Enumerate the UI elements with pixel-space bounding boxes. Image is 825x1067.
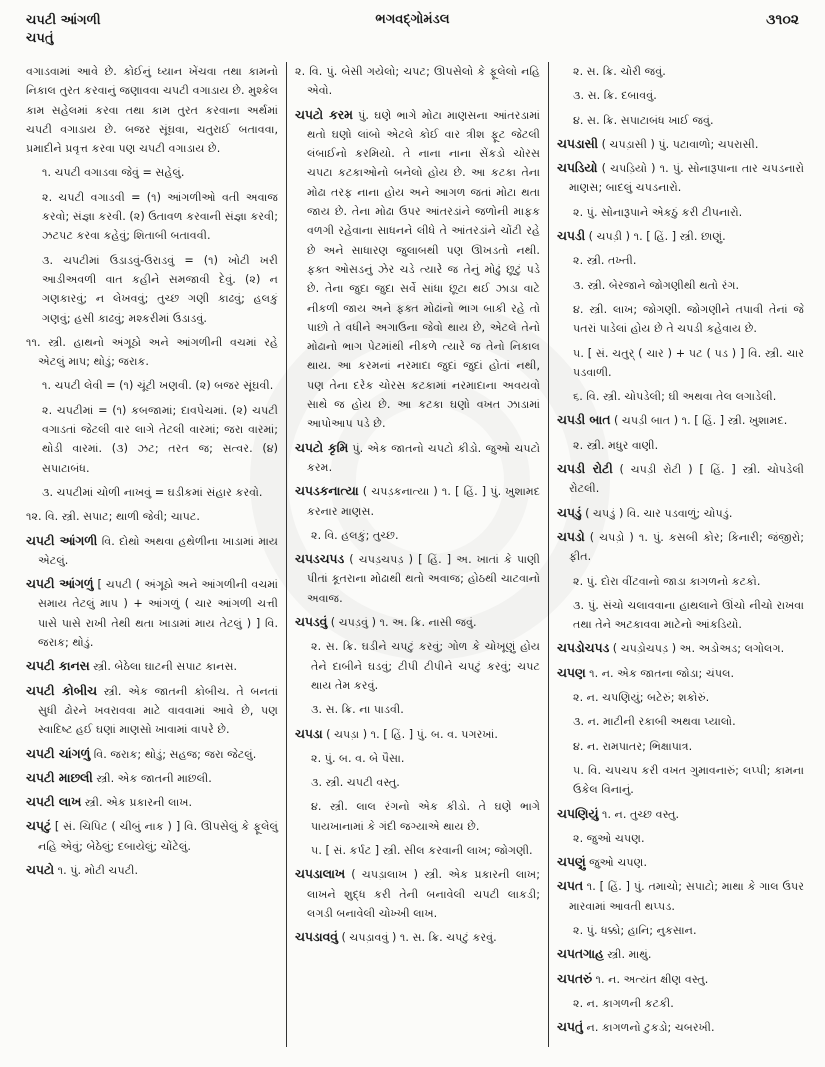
entry-definition: ( ચપડ઼ચપડ઼ ) [ હિં. ] અ. ખાતાં કે પાણી પીતાં કૂતરાના મોઢાથી થતો અવાજ; હોઠથી ચાટવાનો અવાજ.: [307, 553, 540, 605]
dictionary-entry: [295, 865, 540, 923]
entry-definition: ૪. ન. રામપાતર; ભિક્ષાપાત્ર.: [573, 739, 693, 753]
entry-sense: [557, 86, 804, 105]
entry-sense: [557, 251, 804, 270]
entry-definition: ( ચપડ઼ું ) વિ. ચાર પડવાળું; ચોપડું.: [581, 506, 733, 520]
entry-headword: ચપડી બાત: [557, 413, 611, 428]
entry-sense: [295, 62, 540, 101]
dictionary-entry: [295, 482, 540, 521]
entry-headword: ચપટી કાનસ: [26, 659, 90, 674]
entry-definition: ૨. પું. દોરા વીંટવાનો જાડા કાગળનો કટકો.: [573, 574, 761, 588]
entry-sense: [295, 749, 540, 768]
entry-sense: [557, 572, 804, 591]
entry-sense: [557, 111, 804, 130]
entry-sense: [26, 333, 278, 372]
entry-headword: ચપટી લાખ: [26, 795, 82, 810]
entry-headword: ચપતગાહ: [557, 947, 604, 962]
entry-headword: ચપટી માછલી: [26, 770, 93, 785]
entry-headword: ચપડવું: [295, 615, 328, 630]
entry-definition: ( ચપડ઼વું ) ૧. અ. ક્રિ. નાસી જવું.: [327, 616, 477, 630]
entry-headword: ચપડકનાત્યા: [295, 484, 359, 499]
entry-definition: ૨. સ. ક્રિ. ઘડીને ચપટું કરવું; ગોળ કે ચોખૂણું હોય તેને દાબીને ઘડવું; ટીપી ટીપીને ચપટું કરવું; ચપટ થાય તેમ કરવું.: [311, 640, 540, 692]
entry-definition: ૧૨. વિ. સ્ત્રી. સપાટ; થાળી જેવી; ચાપટ.: [26, 510, 200, 524]
entry-definition: ૨. સ. ક્રિ. ચોરી જવું.: [573, 65, 666, 78]
dictionary-entry: [26, 657, 278, 676]
entry-definition: ૩. સ્ત્રી. ચપટી વસ્તુ.: [311, 776, 400, 790]
entry-headword: ચપડું: [557, 505, 582, 520]
dictionary-entry: [557, 970, 804, 989]
entry-definition: ( ચપડ઼કનાત્યા ) ૧. [ હિં. ] પું. ખુશામદ કરનાર માણસ.: [307, 485, 540, 518]
entry-sense: [295, 797, 540, 836]
entry-definition: ૧. ચપટી લેવી = (૧) ચૂંટી ખણવી. (૨) બજર સૂંઘવી.: [42, 379, 274, 393]
dictionary-entry: [557, 504, 804, 523]
entry-definition: ૫. [ સં. ચતુર્ ( ચાર ) + પટ ( પડ ) ] વિ. સ્ત્રી. ચાર પડવાળી.: [573, 346, 804, 379]
column-1: [26, 62, 286, 1047]
entry-definition: [ ચપટી ( અંગૂઠો અને આંગળીની વચમાં સમાય તેટલું માપ ) + આંગળું ( ચાર આંગળી ચત્તી પાસે પાસે રાખી તેથી થતા ખાડામાં માય તેટલું ) ] વિ. જરાક; થોડું.: [38, 578, 278, 650]
entry-definition: સ્ત્રી. એક જાતની માછલી.: [92, 771, 212, 785]
entry-sense: [557, 761, 804, 800]
dictionary-entry: [557, 135, 804, 154]
guide-word-last: ચપતું: [26, 31, 54, 46]
entry-definition: ૩. સ. ક્રિ. દબાવવું.: [573, 89, 657, 103]
dictionary-entry: [295, 725, 540, 744]
entry-sense: [26, 163, 278, 182]
dictionary-entry: [557, 1018, 804, 1037]
entry-definition: ૨. ન. ચપણિયું; બટેરું; શકોરું.: [573, 691, 710, 705]
entry-definition: ૨. ચપટીમાં = (૧) કબજામાં; દાવપેચમાં. (૨) ચપટી વગાડતાં જેટલી વાર લાગે તેટલી વારમાં; જરા વારમાં; થોડી વારમાં. (૩) ઝટ; તરત જ; સત્વર. (૪) સપાટાબંધ.: [42, 403, 278, 475]
entry-definition: વિ. જરાક; થોડું; સહજ; જરા જેટલું.: [90, 747, 257, 761]
dictionary-entry: [26, 575, 278, 652]
entry-headword: ચપડાવવું: [295, 930, 338, 945]
entry-sense: [557, 688, 804, 707]
entry-definition: ૪. સ્ત્રી. લાલ રંગનો એક કીડો. તે ઘણે ભાગે પાયખાનામાં કે ગંદી જગ્યાએ થાય છે.: [311, 800, 540, 833]
entry-definition: સ્ત્રી. એક પ્રકારની લાખ.: [81, 796, 193, 810]
dictionary-entry: [26, 769, 278, 788]
guide-word-first: ચપટી આંગળી: [26, 13, 101, 28]
dictionary-entry: [295, 439, 540, 478]
dictionary-entry: [295, 106, 540, 434]
entry-definition: ૧. ન. એક જાતના જોડા; ચંપલ.: [585, 666, 735, 680]
entry-sense: [295, 700, 540, 719]
entry-definition: ૧. ન. તુચ્છ વસ્તુ.: [598, 807, 680, 821]
entry-definition: ૪. સ્ત્રી. લાખ; જોગણી. જોગણીને તપાવી તેનાં જે પતરાં પાડેલાં હોય છે તે ચપડી કહેવાય છે.: [573, 302, 804, 336]
entry-sense: [557, 712, 804, 731]
dictionary-entry: [557, 159, 804, 198]
entry-headword: ચપણિયું: [557, 806, 599, 821]
column-2: [286, 62, 548, 1047]
entry-definition: ૪. સ. ક્રિ. સપાટાબંધ ખાઈ જવું.: [573, 113, 714, 127]
entry-sense: [26, 188, 278, 246]
entry-headword: ચપટો કરમ: [295, 107, 353, 122]
entry-headword: ચપડાસી: [557, 136, 599, 151]
entry-headword: ચપડાલાખ: [295, 867, 345, 882]
entry-definition: વિ. દોથો અથવા હથેળીના ખાડામાં માય એટલું.: [38, 534, 278, 567]
entry-sense: [26, 62, 278, 158]
entry-definition: ( ચપડ઼ાલાખ ) સ્ત્રી. એક પ્રકારની લાખ; લાખને શુદ્ધ કરી તેની બનાવેલી ચપટી લાકડી; લગડી બનાવેલી ચોખ્ખી લાખ.: [307, 868, 540, 920]
entry-headword: ચપડી રોટી: [557, 462, 613, 477]
entry-definition: [ સં. ચિપિટ ( ચીબું નાક ) ] વિ. ઊપસેલું કે ફૂલેલું નહિ એવું; બેઠેલું; દબાયેલું; ચોંટેલું.: [38, 820, 278, 853]
entry-definition: ૨. ન. કાગળની કટકી.: [573, 996, 674, 1010]
dictionary-entry: [557, 411, 804, 430]
entry-definition: ૧. [ હિં. ] પું. તમાચો; સપાટો; માથા કે ગાલ ઉપર મારવામાં આવતી થપ્પડ.: [569, 880, 804, 913]
entry-definition: ૩. ન. માટીની રકાબી અથવા પ્યાલો.: [573, 715, 736, 729]
dictionary-entry: [26, 861, 278, 880]
entry-headword: ચપણું: [557, 855, 586, 870]
entry-definition: ૩. પું. સંચો ચલાવવાના હાથલાને ઊંચો નીચો રાખવા તથા તેને અટકાવવા માટેનો આંકડિયો.: [573, 598, 804, 632]
dictionary-title: ભગવદ્ગોમંડલ: [375, 12, 450, 27]
entry-headword: ચપટો: [26, 862, 55, 877]
dictionary-entry: [557, 853, 804, 872]
entry-definition: ન. કાગળનો ટુકડો; ચબરખી.: [582, 1021, 715, 1035]
entry-headword: ચપટી આંગળું: [26, 577, 94, 592]
entry-definition: ૬. વિ. સ્ત્રી. ચોપડેલી; ઘી અથવા તેલ લગાડેલી.: [573, 390, 777, 404]
entry-definition: ૨. પું. બ. વ. બે પૈસા.: [311, 751, 405, 765]
entry-sense: [557, 276, 804, 295]
page-number: ૩૧૦૨: [766, 12, 799, 28]
entry-headword: ચપતરું: [557, 971, 592, 986]
entry-sense: [295, 526, 540, 545]
dictionary-entry: [295, 928, 540, 947]
entry-headword: ચપડો: [557, 529, 585, 544]
entry-headword: ચપતું: [557, 1020, 583, 1035]
entry-definition: વગાડવામાં આવે છે. કોઈનું ધ્યાન ખેંચવા તથા કામનો નિકાલ તુરત કરવાનું જણાવવા ચપટી વગાડાય છે. મુશ્કેલ કામ સહેલમાં કરવા તથા કામ તુરત કરવાના અર્થમાં ચપટી વગાડાય છે. બજર સૂંઘવા, ચતુરાઈ બતાવવા, પ્રમાદીને પ્રવૃત્ત કરવા પણ ચપટી વગાડાય છે.: [26, 65, 278, 156]
entry-headword: ચપટી ચાંગળું: [26, 746, 91, 761]
entry-definition: ૫. [ સં. કર્પટ ] સ્ત્રી. સીલ કરવાની લાખ; જોગણી.: [311, 843, 533, 857]
entry-definition: ( ચપડ઼ી ) ૧. [ હિં. ] સ્ત્રી. છાણું.: [585, 230, 726, 244]
entry-definition: ( ચપડ઼ી બાત ) ૧. [ હિં. ] સ્ત્રી. ખુશામદ.: [610, 414, 788, 428]
entry-definition: ( ચપડ઼ી રોટી ) [ હિં. ] સ્ત્રી. ચોપડેલી રોટલી.: [569, 463, 804, 496]
entry-definition: ૨. પું. સોનારૂપાને એકઠું કરી ટીપનારો.: [573, 205, 743, 219]
entry-sense: [557, 62, 804, 81]
entry-sense: [557, 596, 804, 635]
entry-sense: [26, 507, 278, 526]
entry-sense: [26, 251, 278, 328]
dictionary-entry: [557, 877, 804, 916]
entry-headword: ચપત: [557, 879, 583, 894]
dictionary-entry: [295, 613, 540, 632]
entry-headword: ચપટો કૃમિ: [295, 440, 349, 455]
dictionary-entry: [557, 528, 804, 567]
entry-definition: ( ચપડ઼ોચપડ઼ ) અ. અડોઅડ; લગોલગ.: [609, 642, 785, 656]
entry-definition: ૨. જુઓ ચપણ.: [573, 831, 645, 845]
entry-definition: ૩. સ. ક્રિ. ના પાડવી.: [311, 703, 404, 717]
dictionary-entry: [557, 460, 804, 499]
entry-sense: [26, 401, 278, 478]
entry-headword: ચપડચપડ: [295, 552, 345, 567]
entry-headword: ચપણ: [557, 665, 586, 680]
entry-sense: [557, 203, 804, 222]
dictionary-entry: [557, 664, 804, 683]
entry-definition: સ્ત્રી. એક જાતની કોબીચ. તે બનતાં સુધી ઢોરને ખવરાવવા માટે વાવવામાં આવે છે, પણ સ્વાદિષ્ટ હઈ ઘણાં માણસો ખાવામાં વાપરે છે.: [38, 684, 278, 737]
dictionary-entry: [557, 639, 804, 658]
entry-headword: ચપટી આંગળી: [26, 533, 98, 548]
entry-definition: ૨. વિ. હલકું; તુચ્છ.: [311, 528, 399, 542]
dictionary-entry: [557, 227, 804, 246]
entry-definition: ૩. સ્ત્રી. બેરજાને જોગણીથી થતો રંગ.: [573, 278, 740, 292]
entry-definition: ( ચપડ઼િયો ) ૧. પું. સોનારૂપાના તાર ચપડનારો માણસ; બાદલું ચપડનારો.: [569, 162, 804, 195]
entry-sense: [557, 737, 804, 756]
entry-definition: ( ચપડ઼ા ) ૧. [ હિં. ] પું. બ. વ. પગરખાં.: [322, 727, 498, 741]
entry-sense: [557, 436, 804, 455]
dictionary-entry: [295, 550, 540, 608]
entry-definition: ૨. પું. ધક્કો; હાનિ; નુકસાન.: [573, 923, 697, 937]
entry-sense: [295, 773, 540, 792]
entry-sense: [557, 387, 804, 406]
entry-sense: [26, 483, 278, 502]
entry-definition: પું. એક જાતનો ચપટો કીડો. જુઓ ચપટો કરમ.: [307, 441, 540, 474]
entry-sense: [295, 637, 540, 695]
entry-headword: ચપડી: [557, 229, 586, 244]
entry-definition: ( ચપડ઼ાવવું ) ૧. સ. ક્રિ. ચપટું કરવું.: [337, 931, 497, 945]
entry-definition: ૧. ચપટી વગાડવા જેવું = સહેલું.: [42, 166, 185, 180]
dictionary-entry: [557, 945, 804, 964]
entry-definition: જુઓ ચપણ.: [585, 856, 647, 870]
entry-definition: ( ચપડ઼ાસી ) પું. પટાવાળો; ચપરાસી.: [598, 137, 759, 151]
page-header: [26, 12, 799, 52]
entry-headword: ચપટું: [26, 819, 51, 834]
entry-definition: ૨. વિ. પું. બેસી ગયેલો; ચપટ; ઊપસેલો કે ફૂલેલો નહિ એવો.: [295, 65, 540, 98]
dictionary-entry: [26, 793, 278, 812]
entry-headword: ચપડા: [295, 726, 323, 741]
entry-definition: ૧. ન. અત્યંત ક્ષીણ વસ્તુ.: [592, 972, 709, 986]
entry-sense: [295, 841, 540, 860]
entry-headword: ચપટી કોબીચ: [26, 683, 97, 698]
column-3: [548, 62, 804, 1047]
dictionary-entry: [26, 817, 278, 856]
entry-definition: ૨. સ્ત્રી. તખ્તી.: [573, 254, 637, 268]
entry-sense: [557, 994, 804, 1013]
dictionary-columns: [26, 62, 804, 1047]
entry-definition: ૩. ચપટીમાં ચોળી નાખવું = ઘડીકમાં સંહાર કરવો.: [42, 485, 263, 499]
entry-headword: ચપડોચપડ: [557, 641, 610, 656]
entry-headword: ચપડિયો: [557, 161, 598, 176]
entry-definition: ૨. ચપટી વગાડવી = (૧) આંગળીઓ વતી અવાજ કરવો; સંજ્ઞા કરવી. (૨) ઉતાવળ કરવાની સંજ્ઞા કરવી; ઝટપટ કરવા કહેવું; શિતાબી બતાવવી.: [42, 190, 278, 243]
entry-definition: ૧૧. સ્ત્રી. હાથનો અંગૂઠો અને આંગળીની વચમાં રહે એટલું માપ; થોડું; જરાક.: [26, 335, 278, 369]
dictionary-entry: [26, 532, 278, 571]
entry-definition: સ્ત્રી. માથું.: [603, 948, 652, 962]
entry-definition: પું. ઘણે ભાગે મોટા માણસના આંતરડામાં થતો ઘણો લાંબો એટલે કોઈ વાર ત્રીશ ફૂટ જેટલી લંબાઈનો કરમિયો. તે નાના નાના સેંકડો ચોરસ ચપટા કટકાઓનો બનેલો હોય છે. આ કટકા તેના મોઢા તરફ નાના હોય અને આગળ જતાં મોટા થતા જાય છે. તેના મોઢા ઉપર આંતરડાંને જળોની માફક વળગી રહેવાના સાધનને લીધે તે આંતરડાંને ચોંટી રહે છે અને સાધારણ જુલાબથી પણ ઊખડતો નથી. ફક્ત ઓસડનું ઝેર ચડે ત્યારે જ તેનું મોઢું છૂટું પડે છે. તેના જુદા જુદા સર્વે સાંધા છૂટા થઈ ઝાડા વાટે નીકળી જાય અને ફક્ત મોઢાંનો ભાગ બાકી રહે તો પાછો તે વધીને અગાઉના જેવો થાય છે, એટલે તેનો મોઢાનો ભાગ પેટમાંથી નીકળે ત્યારે જ તેનો નિકાલ થાય. આ કરમનાં નરમાદા જુદાં જુદાં હોતાં નથી, પણ તેના દરેક ચોરસ કટકામાં નરમાદાના અવયવો સાથે જ હોય છે. આ કટકા ઘણો વખત ઝાડામાં આપોઆપ પડે છે.: [307, 108, 540, 431]
dictionary-entry: [26, 682, 278, 740]
entry-definition: ૨. સ્ત્રી. મધુર વાણી.: [573, 438, 659, 452]
entry-sense: [557, 300, 804, 339]
entry-sense: [557, 829, 804, 848]
entry-definition: સ્ત્રી. બેઠેલા ઘાટની સપાટ કાનસ.: [89, 660, 238, 674]
entry-sense: [26, 376, 278, 395]
entry-sense: [557, 921, 804, 940]
entry-definition: ૫. વિ. ચપચપ કરી વખત ગુમાવનારું; લપ્પી; કામના ઉકેલ વિનાનું.: [573, 763, 804, 797]
entry-definition: ૩. ચપટીમાં ઉડાડવું-ઉરાડવું = (૧) ખોટી ખરી આડીઅવળી વાત કહીને સમજાવી દેવું. (૨) ન ગણકારવું; ન લેખવવું; તુચ્છ ગણી કાઢવું; હલકું ગણવું; હસી કાઢવું; મશ્કરીમાં ઉડાડવું.: [42, 253, 278, 325]
entry-definition: ( ચપડ઼ો ) ૧. પું. કસબી કોર; કિનારી; જંજીરો; ફીત.: [569, 530, 804, 564]
entry-definition: ૧. પું. મોટી ચપટી.: [54, 863, 139, 877]
dictionary-entry: [26, 745, 278, 764]
dictionary-entry: [557, 805, 804, 824]
entry-sense: [557, 344, 804, 383]
